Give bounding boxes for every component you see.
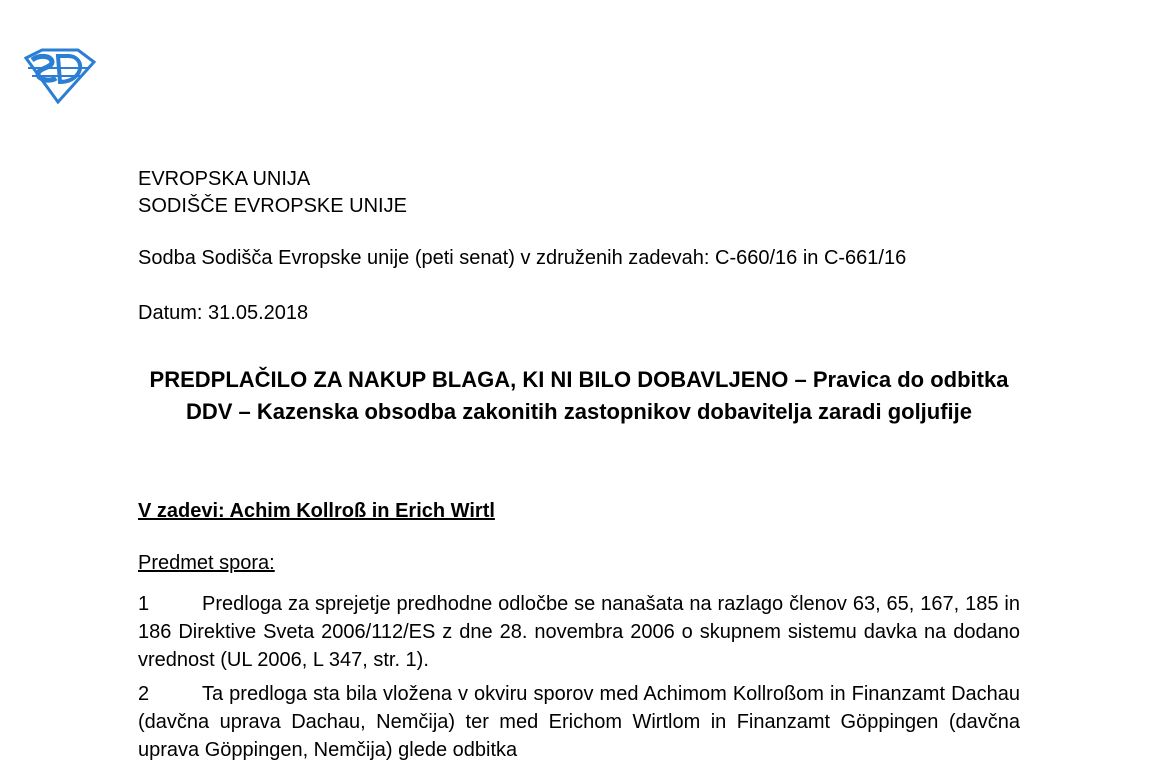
- parties-line: V zadevi: Achim Kollroß in Erich Wirtl: [138, 500, 495, 522]
- case-reference: Sodba Sodišča Evropske unije (peti senat) v združenih zadevah: C-660/16 in C-661/16: [138, 247, 907, 269]
- document-title: PREDPLAČILO ZA NAKUP BLAGA, KI NI BILO DOBAVLJENO – Pravica do odbitka DDV – Kazenska obsodba zakonitih zastopnikov dobavitelja zaradi goljufije: [149, 367, 1009, 424]
- paragraph-2: [138, 680, 1020, 764]
- court-union-line: EVROPSKA UNIJA: [138, 168, 311, 190]
- case-date: Datum: 31.05.2018: [138, 302, 309, 324]
- paragraph-number: 1: [138, 593, 150, 615]
- paragraph-text: Predloga za sprejetje predhodne odločbe se nanašata na razlago členov 63, 65, 167, 185 in 186 Direktive Sveta 2006/112/ES z dne 28. novembra 2006 o skupnem sistemu davka na dodano vrednost (UL 2006, L 347, str. 1).: [138, 593, 1020, 671]
- subject-heading: Predmet spora:: [138, 552, 275, 574]
- sd-logo-icon: [22, 48, 96, 104]
- court-name-line: SODIŠČE EVROPSKE UNIJE: [138, 195, 407, 217]
- paragraph-1: [138, 590, 1020, 674]
- paragraph-text: Ta predloga sta bila vložena v okviru sporov med Achimom Kollroßom in Finanzamt Dachau (davčna uprava Dachau, Nemčija) ter med Erichom Wirtlom in Finanzamt Göppingen (davčna uprava Göppingen, Nemčija) glede odbitka: [138, 683, 1020, 761]
- paragraph-number: 2: [138, 683, 150, 705]
